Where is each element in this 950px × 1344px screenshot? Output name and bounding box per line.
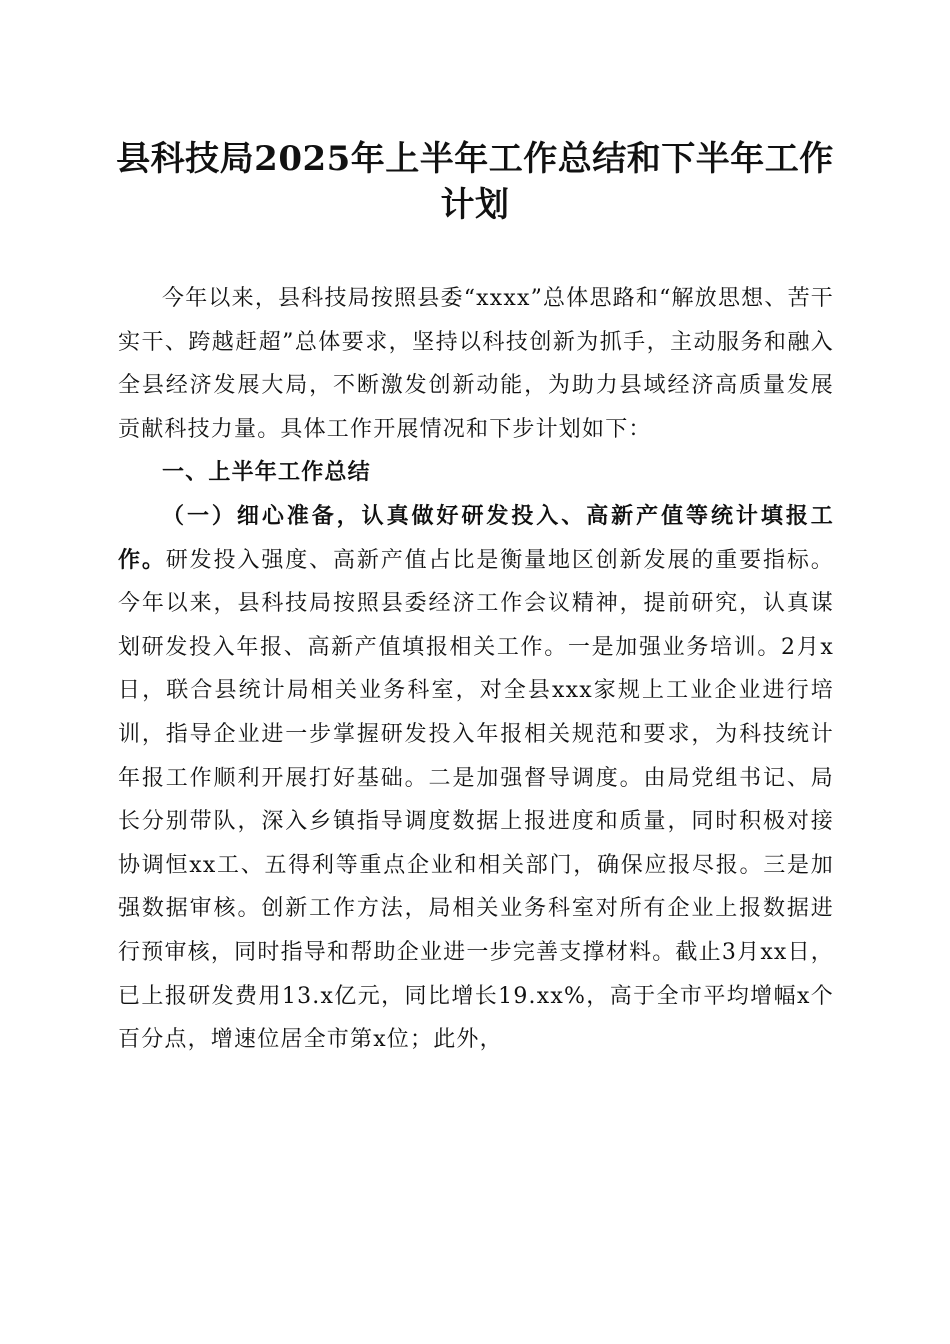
section-heading: 一、上半年工作总结 [162, 460, 371, 486]
document-title: 县科技局2025年上半年工作总结和下半年工作计划 [116, 139, 834, 225]
subsection-paragraph [118, 495, 834, 1062]
intro-paragraph: 今年以来，县科技局按照县委“xxxx”总体思路和“解放思想、苦干实干、跨越赶超”总体要求，坚持以科技创新为抓手，主动服务和融入全县经济发展大局，不断激发创新动能，为助力县域经济高质量发展贡献科技力量。具体工作开展情况和下步计划如下： [118, 286, 834, 442]
document-body [118, 277, 834, 1062]
subsection-body: 研发投入强度、高新产值占比是衡量地区创新发展的重要指标。今年以来，县科技局按照县委经济工作会议精神，提前研究，认真谋划研发投入年报、高新产值填报相关工作。一是加强业务培训。2月x日，联合县统计局相关业务科室，对全县xxx家规上工业企业进行培训，指导企业进一步掌握研发投入年报相关规范和要求，为科技统计年报工作顺利开展打好基础。二是加强督导调度。由局党组书记、局长分别带队，深入乡镇指导调度数据上报进度和质量，同时积极对接协调恒xx工、五得利等重点企业和相关部门，确保应报尽报。三是加强数据审核。创新工作方法，局相关业务科室对所有企业上报数据进行预审核，同时指导和帮助企业进一步完善支撑材料。截止3月xx日，已上报研发费用13.x亿元，同比增长19.xx%，高于全市平均增幅x个百分点，增速位居全市第x位；此外， [118, 547, 834, 1053]
subsection-heading: （一）细心准备，认真做好研发投入、高新产值等统计填报工作。 [118, 503, 834, 573]
